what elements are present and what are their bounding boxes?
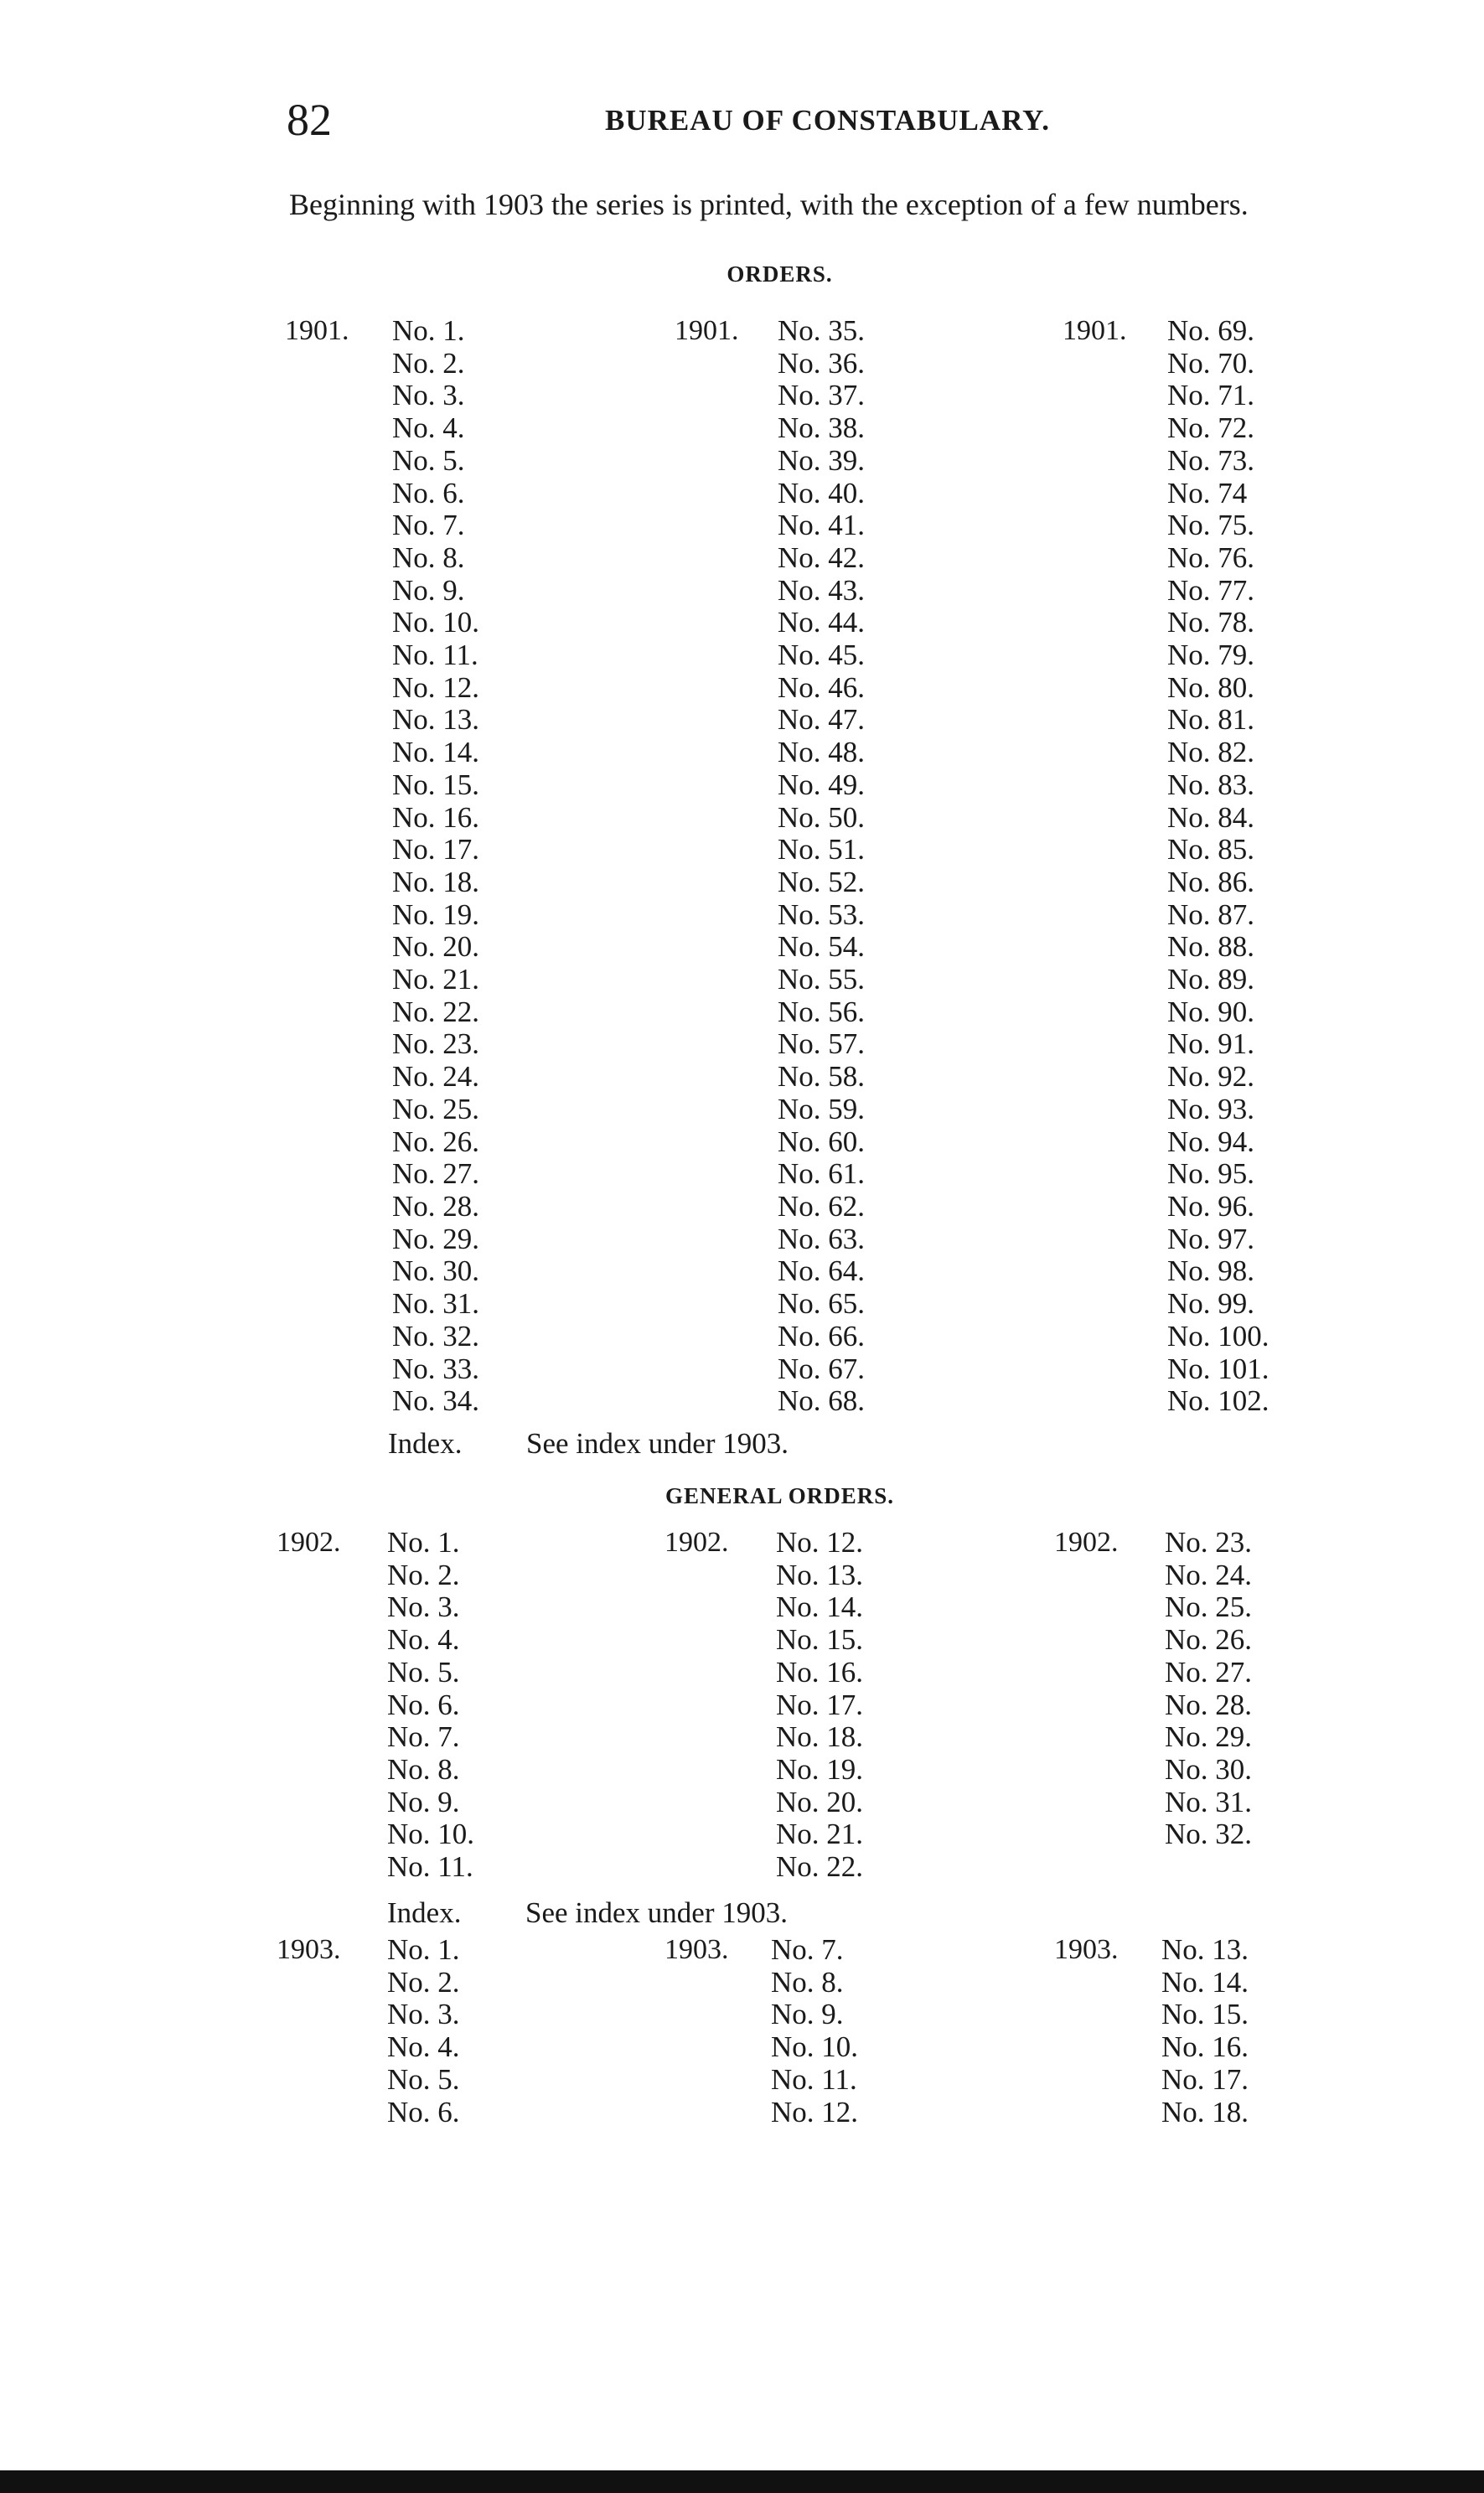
go1902-col3-list (1165, 1527, 1252, 1851)
list-item: No. 46. (778, 670, 866, 704)
list-item: No. 47. (778, 703, 866, 737)
list-item: No. 30. (1165, 1752, 1253, 1786)
list-item: No. 8. (771, 1965, 844, 1999)
list-item: No. 14. (776, 1590, 864, 1624)
list-item: No. 4. (387, 2030, 460, 2064)
orders-col2-list (778, 315, 865, 1418)
list-item: No. 64. (778, 1254, 866, 1288)
list-item: No. 6. (392, 476, 465, 509)
list-item: No. 98. (1167, 1254, 1255, 1288)
list-item: No. 101. (1167, 1352, 1269, 1385)
orders-col3-year: 1901. (1063, 315, 1127, 346)
list-item: No. 26. (392, 1125, 480, 1158)
list-item: No. 15. (1161, 1998, 1249, 2031)
list-item: No. 28. (1165, 1688, 1253, 1721)
list-item: No. 59. (778, 1092, 866, 1125)
list-item: No. 1. (387, 1526, 460, 1559)
list-item: No. 5. (387, 2062, 460, 2096)
list-item: No. 66. (778, 1319, 866, 1353)
index-text: See index under 1903. (525, 1896, 788, 1929)
list-item: No. 12. (771, 2095, 859, 2128)
list-item: No. 80. (1167, 670, 1255, 704)
go1902-col2-list (776, 1527, 863, 1884)
list-item: No. 82. (1167, 736, 1255, 769)
list-item: No. 10. (387, 1818, 475, 1851)
list-item: No. 8. (392, 540, 465, 574)
list-item: No. 90. (1167, 995, 1255, 1028)
list-item: No. 17. (776, 1688, 864, 1721)
orders-col2-year: 1901. (675, 315, 739, 346)
list-item: No. 19. (776, 1752, 864, 1786)
list-item: No. 29. (1165, 1720, 1253, 1754)
list-item: No. 77. (1167, 573, 1255, 607)
list-item: No. 1. (387, 1933, 460, 1966)
list-item: No. 7. (771, 1933, 844, 1966)
list-item: No. 86. (1167, 865, 1255, 898)
list-item: No. 93. (1167, 1092, 1255, 1125)
list-item: No. 9. (387, 1785, 460, 1818)
list-item: No. 2. (387, 1558, 460, 1591)
list-item: No. 85. (1167, 833, 1255, 866)
list-item: No. 20. (392, 930, 480, 964)
list-item: No. 12. (392, 670, 480, 704)
list-item: No. 76. (1167, 540, 1255, 574)
list-item: No. 68. (778, 1384, 866, 1418)
list-item: No. 81. (1167, 703, 1255, 737)
list-item: No. 94. (1167, 1125, 1255, 1158)
list-item: No. 100. (1167, 1319, 1269, 1353)
list-item: No. 38. (778, 411, 866, 445)
go1902-col1-list (387, 1527, 474, 1884)
list-item: No. 44. (778, 606, 866, 639)
list-item: No. 14. (1161, 1965, 1249, 1999)
list-item: No. 40. (778, 476, 866, 509)
list-item: No. 61. (778, 1157, 866, 1191)
list-item: No. 6. (387, 1688, 460, 1721)
list-item: No. 16. (776, 1655, 864, 1689)
list-item: No. 41. (778, 509, 866, 542)
list-item: No. 14. (392, 736, 480, 769)
list-item: No. 16. (1161, 2030, 1249, 2064)
list-item: No. 27. (392, 1157, 480, 1191)
list-item: No. 91. (1167, 1027, 1255, 1061)
list-item: No. 7. (387, 1720, 460, 1754)
list-item: No. 3. (387, 1590, 460, 1624)
intro-paragraph: Beginning with 1903 the series is printed, with the exception of a few numbers. (289, 188, 1249, 221)
list-item: No. 31. (392, 1287, 480, 1321)
list-item: No. 7. (392, 509, 465, 542)
list-item: No. 32. (392, 1319, 480, 1353)
list-item: No. 89. (1167, 963, 1255, 996)
list-item: No. 65. (778, 1287, 866, 1321)
list-item: No. 23. (392, 1027, 480, 1061)
list-item: No. 37. (778, 379, 866, 412)
list-item: No. 74 (1167, 476, 1248, 509)
list-item: No. 69. (1167, 314, 1255, 347)
list-item: No. 17. (392, 833, 480, 866)
list-item: No. 16. (392, 800, 480, 834)
bottom-edge-rule (0, 2470, 1484, 2493)
list-item: No. 70. (1167, 346, 1255, 380)
list-item: No. 18. (392, 865, 480, 898)
list-item: No. 57. (778, 1027, 866, 1061)
list-item: No. 18. (1161, 2095, 1249, 2128)
list-item: No. 63. (778, 1222, 866, 1255)
list-item: No. 12. (776, 1526, 864, 1559)
list-item: No. 28. (392, 1189, 480, 1223)
orders-heading: ORDERS. (726, 261, 833, 287)
index-label: Index. (388, 1427, 463, 1460)
list-item: No. 102. (1167, 1384, 1269, 1418)
list-item: No. 4. (387, 1623, 460, 1657)
list-item: No. 49. (778, 768, 866, 801)
list-item: No. 52. (778, 865, 866, 898)
go1903-col3-year: 1903. (1054, 1934, 1119, 1965)
list-item: No. 19. (392, 897, 480, 931)
list-item: No. 5. (392, 443, 465, 477)
list-item: No. 22. (776, 1850, 864, 1884)
list-item: No. 72. (1167, 411, 1255, 445)
list-item: No. 26. (1165, 1623, 1253, 1657)
list-item: No. 13. (1161, 1933, 1249, 1966)
list-item: No. 48. (778, 736, 866, 769)
list-item: No. 45. (778, 639, 866, 672)
list-item: No. 3. (387, 1998, 460, 2031)
page-number: 82 (287, 95, 332, 145)
list-item: No. 35. (778, 314, 866, 347)
list-item: No. 56. (778, 995, 866, 1028)
list-item: No. 9. (771, 1998, 844, 2031)
go1903-col1-list (387, 1934, 460, 2128)
list-item: No. 20. (776, 1785, 864, 1818)
list-item: No. 84. (1167, 800, 1255, 834)
list-item: No. 10. (392, 606, 480, 639)
list-item: No. 67. (778, 1352, 866, 1385)
list-item: No. 11. (392, 639, 478, 672)
list-item: No. 58. (778, 1060, 866, 1094)
list-item: No. 95. (1167, 1157, 1255, 1191)
list-item: No. 15. (392, 768, 480, 801)
list-item: No. 17. (1161, 2062, 1249, 2096)
list-item: No. 34. (392, 1384, 480, 1418)
go1902-col1-year: 1902. (277, 1527, 341, 1558)
list-item: No. 25. (392, 1092, 480, 1125)
list-item: No. 43. (778, 573, 866, 607)
go1903-col2-year: 1903. (664, 1934, 729, 1965)
list-item: No. 1. (392, 314, 465, 347)
list-item: No. 8. (387, 1752, 460, 1786)
list-item: No. 24. (1165, 1558, 1253, 1591)
list-item: No. 78. (1167, 606, 1255, 639)
list-item: No. 42. (778, 540, 866, 574)
general-orders-heading: GENERAL ORDERS. (664, 1483, 895, 1508)
list-item: No. 4. (392, 411, 465, 445)
list-item: No. 75. (1167, 509, 1255, 542)
list-item: No. 29. (392, 1222, 480, 1255)
list-item: No. 33. (392, 1352, 480, 1385)
page-title: BUREAU OF CONSTABULARY. (605, 104, 1050, 137)
list-item: No. 25. (1165, 1590, 1253, 1624)
list-item: No. 54. (778, 930, 866, 964)
list-item: No. 6. (387, 2095, 460, 2128)
go1902-col3-year: 1902. (1054, 1527, 1119, 1558)
list-item: No. 10. (771, 2030, 859, 2064)
list-item: No. 71. (1167, 379, 1255, 412)
list-item: No. 18. (776, 1720, 864, 1754)
list-item: No. 23. (1165, 1526, 1253, 1559)
list-item: No. 79. (1167, 639, 1255, 672)
list-item: No. 2. (392, 346, 465, 380)
list-item: No. 22. (392, 995, 480, 1028)
list-item: No. 50. (778, 800, 866, 834)
list-item: No. 39. (778, 443, 866, 477)
go1903-col3-list (1161, 1934, 1249, 2128)
go1902-col2-year: 1902. (664, 1527, 729, 1558)
orders-col1-year: 1901. (285, 315, 349, 346)
list-item: No. 60. (778, 1125, 866, 1158)
list-item: No. 21. (776, 1818, 864, 1851)
list-item: No. 87. (1167, 897, 1255, 931)
list-item: No. 73. (1167, 443, 1255, 477)
list-item: No. 97. (1167, 1222, 1255, 1255)
list-item: No. 3. (392, 379, 465, 412)
list-item: No. 5. (387, 1655, 460, 1689)
list-item: No. 92. (1167, 1060, 1255, 1094)
index-label: Index. (387, 1896, 462, 1929)
list-item: No. 9. (392, 573, 465, 607)
list-item: No. 62. (778, 1189, 866, 1223)
list-item: No. 30. (392, 1254, 480, 1288)
list-item: No. 15. (776, 1623, 864, 1657)
list-item: No. 24. (392, 1060, 480, 1094)
orders-col1-list (392, 315, 479, 1418)
list-item: No. 36. (778, 346, 866, 380)
list-item: No. 21. (392, 963, 480, 996)
go1903-col2-list (771, 1934, 858, 2128)
list-item: No. 83. (1167, 768, 1255, 801)
list-item: No. 96. (1167, 1189, 1255, 1223)
list-item: No. 55. (778, 963, 866, 996)
list-item: No. 32. (1165, 1818, 1253, 1851)
orders-col3-list (1167, 315, 1269, 1418)
index-text: See index under 1903. (526, 1427, 789, 1460)
list-item: No. 53. (778, 897, 866, 931)
list-item: No. 31. (1165, 1785, 1253, 1818)
list-item: No. 11. (387, 1850, 473, 1884)
list-item: No. 27. (1165, 1655, 1253, 1689)
list-item: No. 13. (776, 1558, 864, 1591)
list-item: No. 51. (778, 833, 866, 866)
list-item: No. 2. (387, 1965, 460, 1999)
list-item: No. 11. (771, 2062, 857, 2096)
list-item: No. 88. (1167, 930, 1255, 964)
list-item: No. 13. (392, 703, 480, 737)
go1903-col1-year: 1903. (277, 1934, 341, 1965)
list-item: No. 99. (1167, 1287, 1255, 1321)
